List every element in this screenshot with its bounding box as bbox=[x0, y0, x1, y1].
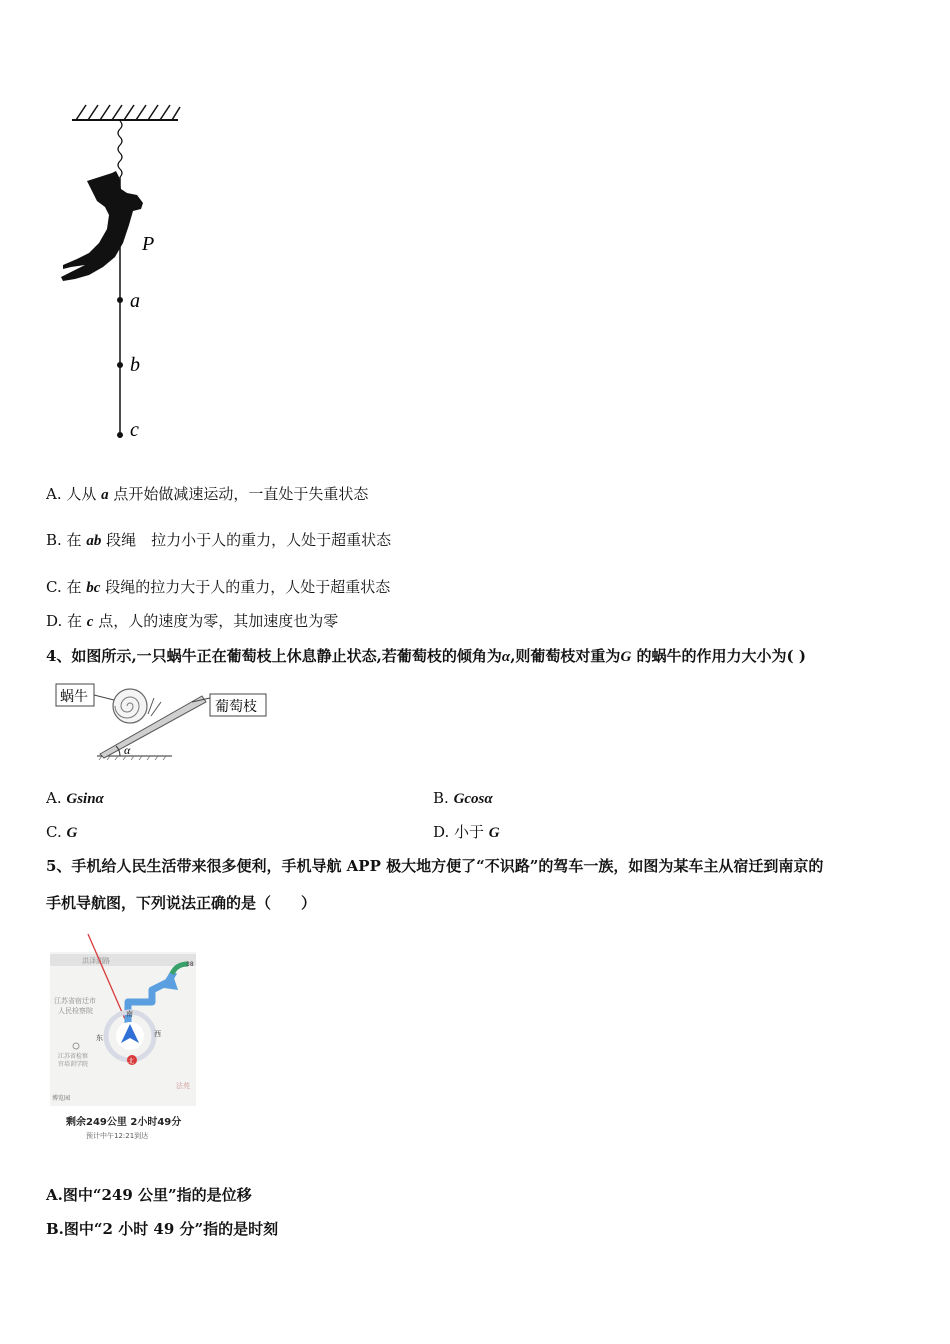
option-text: C. 在 bbox=[46, 578, 87, 596]
navigation-map bbox=[50, 930, 200, 1148]
option-text: 段绳 拉力小于人的重力，人处于超重状态 bbox=[101, 531, 392, 549]
compass-west: 西 bbox=[154, 1030, 161, 1038]
q5-option-a: A.图中“249 公里”指的是位移 bbox=[46, 1186, 252, 1204]
option-var: Gcosα bbox=[453, 791, 493, 807]
label-p: P bbox=[142, 233, 155, 255]
point-c bbox=[117, 432, 123, 438]
option-var: ab bbox=[86, 533, 102, 549]
snail-label-pointer bbox=[94, 695, 114, 700]
option-text: C. bbox=[46, 823, 67, 841]
option-var: G bbox=[488, 825, 500, 841]
remaining-info: 剩余249公里 2小时49分 bbox=[66, 1117, 182, 1128]
option-var: c bbox=[86, 614, 94, 630]
eta-info: 预计中午12:21到达 bbox=[86, 1132, 149, 1140]
snail-label: 蜗牛 bbox=[60, 689, 88, 705]
map-road-top bbox=[50, 954, 196, 966]
angle-label: α bbox=[124, 743, 131, 757]
q4-option-c bbox=[46, 822, 77, 843]
place-label-2a: 江苏省检察 bbox=[58, 1053, 89, 1060]
option-text: 点，人的速度为零，其加速度也为零 bbox=[93, 612, 339, 630]
road-top-label: 洪泽湖路 bbox=[82, 957, 110, 965]
q4-stem-alpha: α bbox=[501, 649, 511, 665]
place-label-2b: 官培训学院 bbox=[58, 1061, 89, 1068]
compass-north: 北 bbox=[128, 1058, 135, 1065]
q4-option-a bbox=[46, 788, 104, 809]
q4-stem-text: 的蜗牛的作用力大小为( ) bbox=[631, 647, 806, 665]
place-label-1b: 人民检察院 bbox=[58, 1007, 93, 1015]
option-text: D. 在 bbox=[46, 612, 87, 630]
point-b bbox=[117, 362, 123, 368]
q4-stem bbox=[46, 646, 806, 667]
branch-label: 葡萄枝 bbox=[215, 699, 257, 715]
q5-stem-line1: 5、手机给人民生活带来很多便利，手机导航 APP 极大地方便了“不识路”的驾车一族，如图为某车主从宿迁到南京的 bbox=[46, 857, 824, 875]
bungee-figure bbox=[60, 95, 200, 445]
option-text: A. 人从 bbox=[46, 485, 102, 503]
place-label-4: 博览园 bbox=[52, 1095, 71, 1102]
option-text: 点开始做减速运动，一直处于失重状态 bbox=[108, 485, 369, 503]
option-var: Gsinα bbox=[66, 791, 104, 807]
place-label-1a: 江苏省宿迁市 bbox=[54, 997, 96, 1005]
q4-stem-text: ,则葡萄枝对重为 bbox=[510, 647, 621, 665]
option-text: B. 在 bbox=[46, 531, 87, 549]
q4-option-b bbox=[433, 788, 493, 809]
option-var: G bbox=[66, 825, 78, 841]
compass-east: 东 bbox=[96, 1034, 103, 1042]
q4-option-d bbox=[433, 822, 500, 843]
option-text: B. bbox=[433, 789, 454, 807]
turn-distance: 38 bbox=[186, 961, 194, 968]
point-a bbox=[117, 297, 123, 303]
option-text: A. bbox=[46, 789, 67, 807]
q5-option-b: B.图中“2 小时 49 分”指的是时刻 bbox=[46, 1220, 279, 1238]
rope-coil bbox=[118, 121, 122, 177]
q3-option-c bbox=[46, 577, 390, 598]
option-text: 段绳的拉力大于人的重力，人处于超重状态 bbox=[100, 578, 391, 596]
option-var: bc bbox=[86, 580, 101, 596]
snail-antenna bbox=[148, 698, 161, 716]
snail-figure bbox=[52, 678, 272, 762]
label-b: b bbox=[130, 354, 140, 376]
q4-stem-text: 4、如图所示,一只蜗牛正在葡萄枝上休息静止状态,若葡萄枝的倾角为 bbox=[46, 647, 502, 665]
q5-stem-line2: 手机导航图，下列说法正确的是（ ） bbox=[46, 894, 317, 912]
q3-option-a bbox=[46, 484, 368, 505]
q3-option-d bbox=[46, 611, 338, 632]
option-var: a bbox=[101, 487, 109, 503]
compass-south: 南 bbox=[126, 1010, 133, 1018]
q3-option-b bbox=[46, 530, 391, 551]
option-text: D. 小于 bbox=[433, 823, 489, 841]
label-a: a bbox=[130, 290, 140, 312]
label-c: c bbox=[130, 419, 139, 441]
jumper-silhouette bbox=[61, 171, 143, 281]
q4-stem-g: G bbox=[620, 649, 632, 665]
place-label-3: 法苑 bbox=[176, 1082, 190, 1090]
ceiling-hatch bbox=[76, 105, 180, 120]
